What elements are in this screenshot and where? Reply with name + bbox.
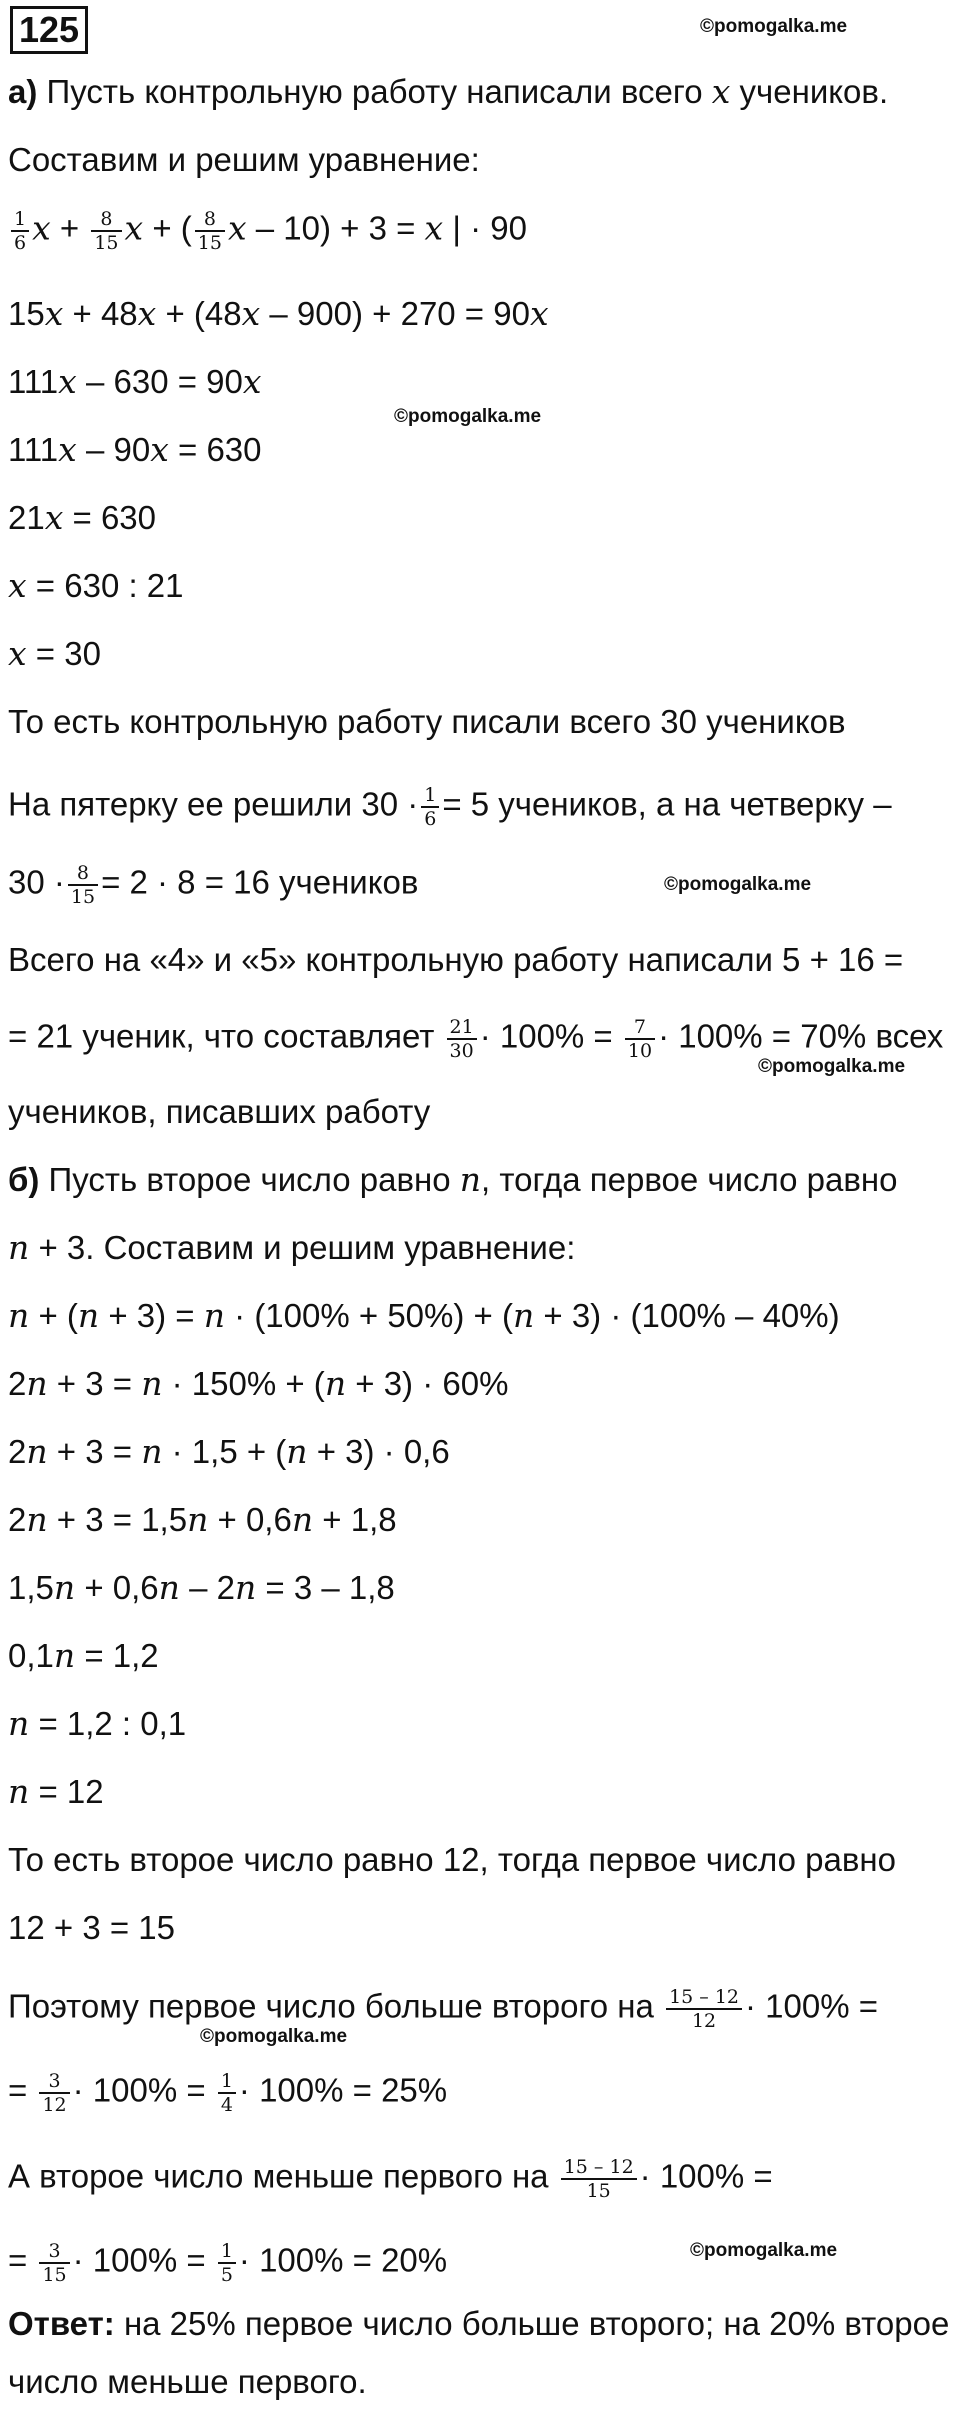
watermark: ©pomogalka.me [758, 1056, 906, 1077]
part-a-equation-7: x = 30 [8, 634, 101, 673]
part-a-percent: = 21 ученик, что составляет $\frac{21}{30}$ · 100% = $\frac{7}{10}$ · 100% = 70% всех [8, 1016, 944, 1062]
part-b-less: А второе число меньше первого на $\frac{15 - 12}{15}$ · 100% = [8, 2156, 773, 2202]
fraction: $\frac{1}{6}$ [421, 784, 439, 830]
part-b-result-2: 12 + 3 = 15 [8, 1909, 175, 1946]
part-a-equation-3: 111x – 630 = 90x [8, 362, 262, 401]
part-b-equation-2: 2n + 3 = n · 150% + (n + 3) · 60% [8, 1364, 509, 1403]
part-b-equation-8: n = 12 [8, 1772, 104, 1811]
fraction: $\frac{8}{15}$ [68, 862, 98, 908]
part-a-equation-6: x = 630 : 21 [8, 566, 184, 605]
part-a-equation-2: 15x + 48x + (48x – 900) + 270 = 90x [8, 294, 549, 333]
part-b-result-1: То есть второе число равно 12, тогда первое число равно [8, 1841, 896, 1878]
watermark: ©pomogalka.me [664, 874, 812, 895]
fraction: $\frac{8}{15}$ [91, 208, 121, 254]
part-b-more-result: = $\frac{3}{12}$ · 100% = $\frac{1}{4}$ · 100% = 25% [8, 2070, 448, 2116]
part-a-fives: На пятерку ее решили 30 · $\frac{1}{6}$ = 5 учеников, а на четверку – [8, 784, 892, 830]
fraction: $\frac{1}{5}$ [218, 2240, 236, 2286]
part-a-percent-end: учеников, писавших работу [8, 1093, 431, 1130]
fraction: $\frac{1}{6}$ [11, 208, 29, 254]
part-b-intro: б) Пусть второе число равно n, тогда первое число равно [8, 1160, 898, 1199]
part-b-less-result: = $\frac{3}{15}$ · 100% = $\frac{1}{5}$ · 100% = 20% [8, 2240, 448, 2286]
fraction: $\frac{15 - 12}{12}$ [666, 1986, 742, 2032]
part-b-equation-5: 1,5n + 0,6n – 2n = 3 – 1,8 [8, 1568, 395, 1607]
part-b-equation-1: n + (n + 3) = n · (100% + 50%) + (n + 3) · (100% – 40%) [8, 1296, 840, 1335]
part-b-equation-3: 2n + 3 = n · 1,5 + (n + 3) · 0,6 [8, 1432, 450, 1471]
watermark: ©pomogalka.me [700, 16, 848, 37]
part-a-equation-5: 21x = 630 [8, 498, 157, 537]
fraction: $\frac{7}{10}$ [625, 1016, 655, 1062]
part-a-label: а) [8, 73, 38, 110]
part-a-total: Всего на «4» и «5» контрольную работу написали 5 + 16 = [8, 941, 904, 978]
fraction: $\frac{3}{12}$ [39, 2070, 69, 2116]
part-a-fours: 30 · $\frac{8}{15}$ = 2 · 8 = 16 учеников [8, 862, 419, 908]
part-b-equation-6: 0,1n = 1,2 [8, 1636, 159, 1675]
watermark: ©pomogalka.me [690, 2240, 838, 2261]
fraction: $\frac{21}{30}$ [447, 1016, 477, 1062]
part-a-conclusion: То есть контрольную работу писали всего 30 учеников [8, 703, 846, 740]
part-b-equation-4: 2n + 3 = 1,5n + 0,6n + 1,8 [8, 1500, 397, 1539]
problem-number: 125 [10, 6, 88, 54]
part-a-intro: а) Пусть контрольную работу написали всего x учеников. [8, 72, 889, 111]
answer-line-2: число меньше первого. [8, 2363, 367, 2400]
part-b-label: б) [8, 1161, 40, 1198]
fraction: $\frac{3}{15}$ [39, 2240, 69, 2286]
part-b-more: Поэтому первое число больше второго на $\frac{15 - 12}{12}$ · 100% = [8, 1986, 878, 2032]
part-a-equation-1: $\frac{1}{6}$ x + $\frac{8}{15}$ x + ( $\frac{8}{15}$ x – 10) + 3 = x | · 90 [8, 208, 527, 254]
fraction: $\frac{1}{4}$ [218, 2070, 236, 2116]
part-b-setup: n + 3. Составим и решим уравнение: [8, 1228, 576, 1267]
fraction: $\frac{8}{15}$ [195, 208, 225, 254]
fraction: $\frac{15 - 12}{15}$ [561, 2156, 637, 2202]
part-a-equation-4: 111x – 90x = 630 [8, 430, 262, 469]
part-a-setup: Составим и решим уравнение: [8, 141, 480, 178]
part-b-equation-7: n = 1,2 : 0,1 [8, 1704, 187, 1743]
answer-line-1: Ответ: на 25% первое число больше второго; на 20% второе [8, 2305, 950, 2342]
watermark: ©pomogalka.me [200, 2026, 348, 2047]
answer-label: Ответ: [8, 2305, 115, 2342]
watermark: ©pomogalka.me [394, 406, 542, 427]
